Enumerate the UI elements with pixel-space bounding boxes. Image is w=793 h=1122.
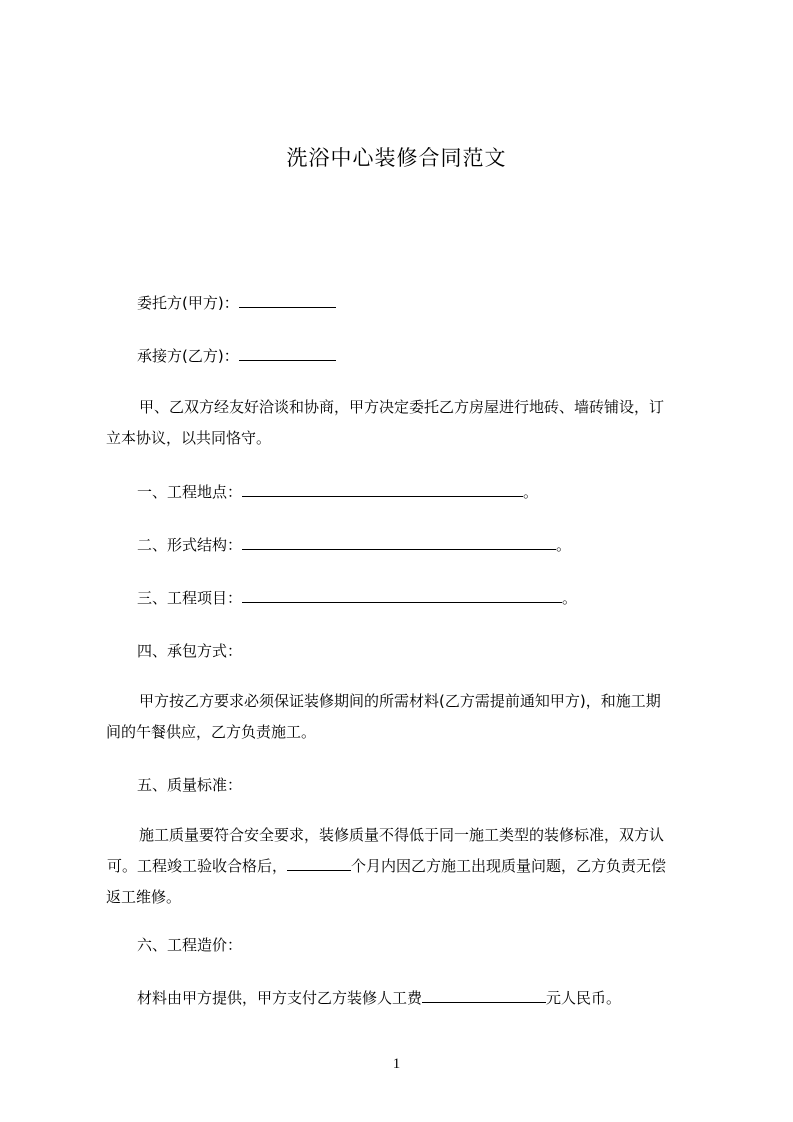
items-end: 。 xyxy=(562,589,578,607)
location-line xyxy=(137,481,538,502)
quality-line-2 xyxy=(106,851,706,882)
items-line xyxy=(137,587,577,608)
quality-paragraph xyxy=(106,820,706,913)
cost-text-end: 元人民币。 xyxy=(546,989,622,1007)
location-end: 。 xyxy=(523,483,539,501)
intro-paragraph xyxy=(106,392,706,454)
warranty-months-blank xyxy=(287,856,351,871)
party-a-line xyxy=(137,292,336,313)
items-label: 三、工程项目： xyxy=(137,589,243,607)
party-b-blank xyxy=(239,346,336,361)
quality-line-3: 返工维修。 xyxy=(106,888,182,906)
party-b-line xyxy=(137,345,336,366)
document-title: 洗浴中心装修合同范文 xyxy=(286,146,507,170)
cost-heading: 六、工程造价： xyxy=(137,936,243,954)
party-b-label: 承接方(乙方)： xyxy=(137,347,239,365)
quality-line-1: 施工质量要符合安全要求，装修质量不得低于同一施工类型的装修标准，双方认 xyxy=(139,826,665,844)
contract-mode-heading: 四、承包方式： xyxy=(137,642,243,660)
location-label: 一、工程地点： xyxy=(137,483,243,501)
structure-label: 二、形式结构： xyxy=(137,536,243,554)
structure-blank xyxy=(242,535,556,550)
quality-line-2-start: 可。工程竣工验收合格后， xyxy=(107,857,288,875)
contract-mode-line-2: 间的午餐供应，乙方负责施工。 xyxy=(106,723,317,741)
cost-text-start: 材料由甲方提供，甲方支付乙方装修人工费 xyxy=(137,989,423,1007)
quality-line-2-end: 个月内因乙方施工出现质量问题，乙方负责无偿 xyxy=(351,857,667,875)
labor-fee-blank xyxy=(422,988,546,1003)
contract-mode-line-1: 甲方按乙方要求必须保证装修期间的所需材料(乙方需提前通知甲方)，和施工期 xyxy=(139,692,661,710)
quality-heading: 五、质量标准： xyxy=(137,776,243,794)
party-a-label: 委托方(甲方)： xyxy=(137,294,239,312)
contract-mode-paragraph xyxy=(106,686,706,748)
cost-line xyxy=(137,987,621,1008)
intro-line-2: 立本协议，以共同恪守。 xyxy=(106,429,272,447)
location-blank xyxy=(242,482,523,497)
structure-line xyxy=(137,534,571,555)
structure-end: 。 xyxy=(556,536,572,554)
items-blank xyxy=(242,588,562,603)
party-a-blank xyxy=(239,293,336,308)
page-number: 1 xyxy=(392,1056,401,1072)
intro-line-1: 甲、乙双方经友好洽谈和协商，甲方决定委托乙方房屋进行地砖、墙砖铺设，订 xyxy=(139,398,665,416)
